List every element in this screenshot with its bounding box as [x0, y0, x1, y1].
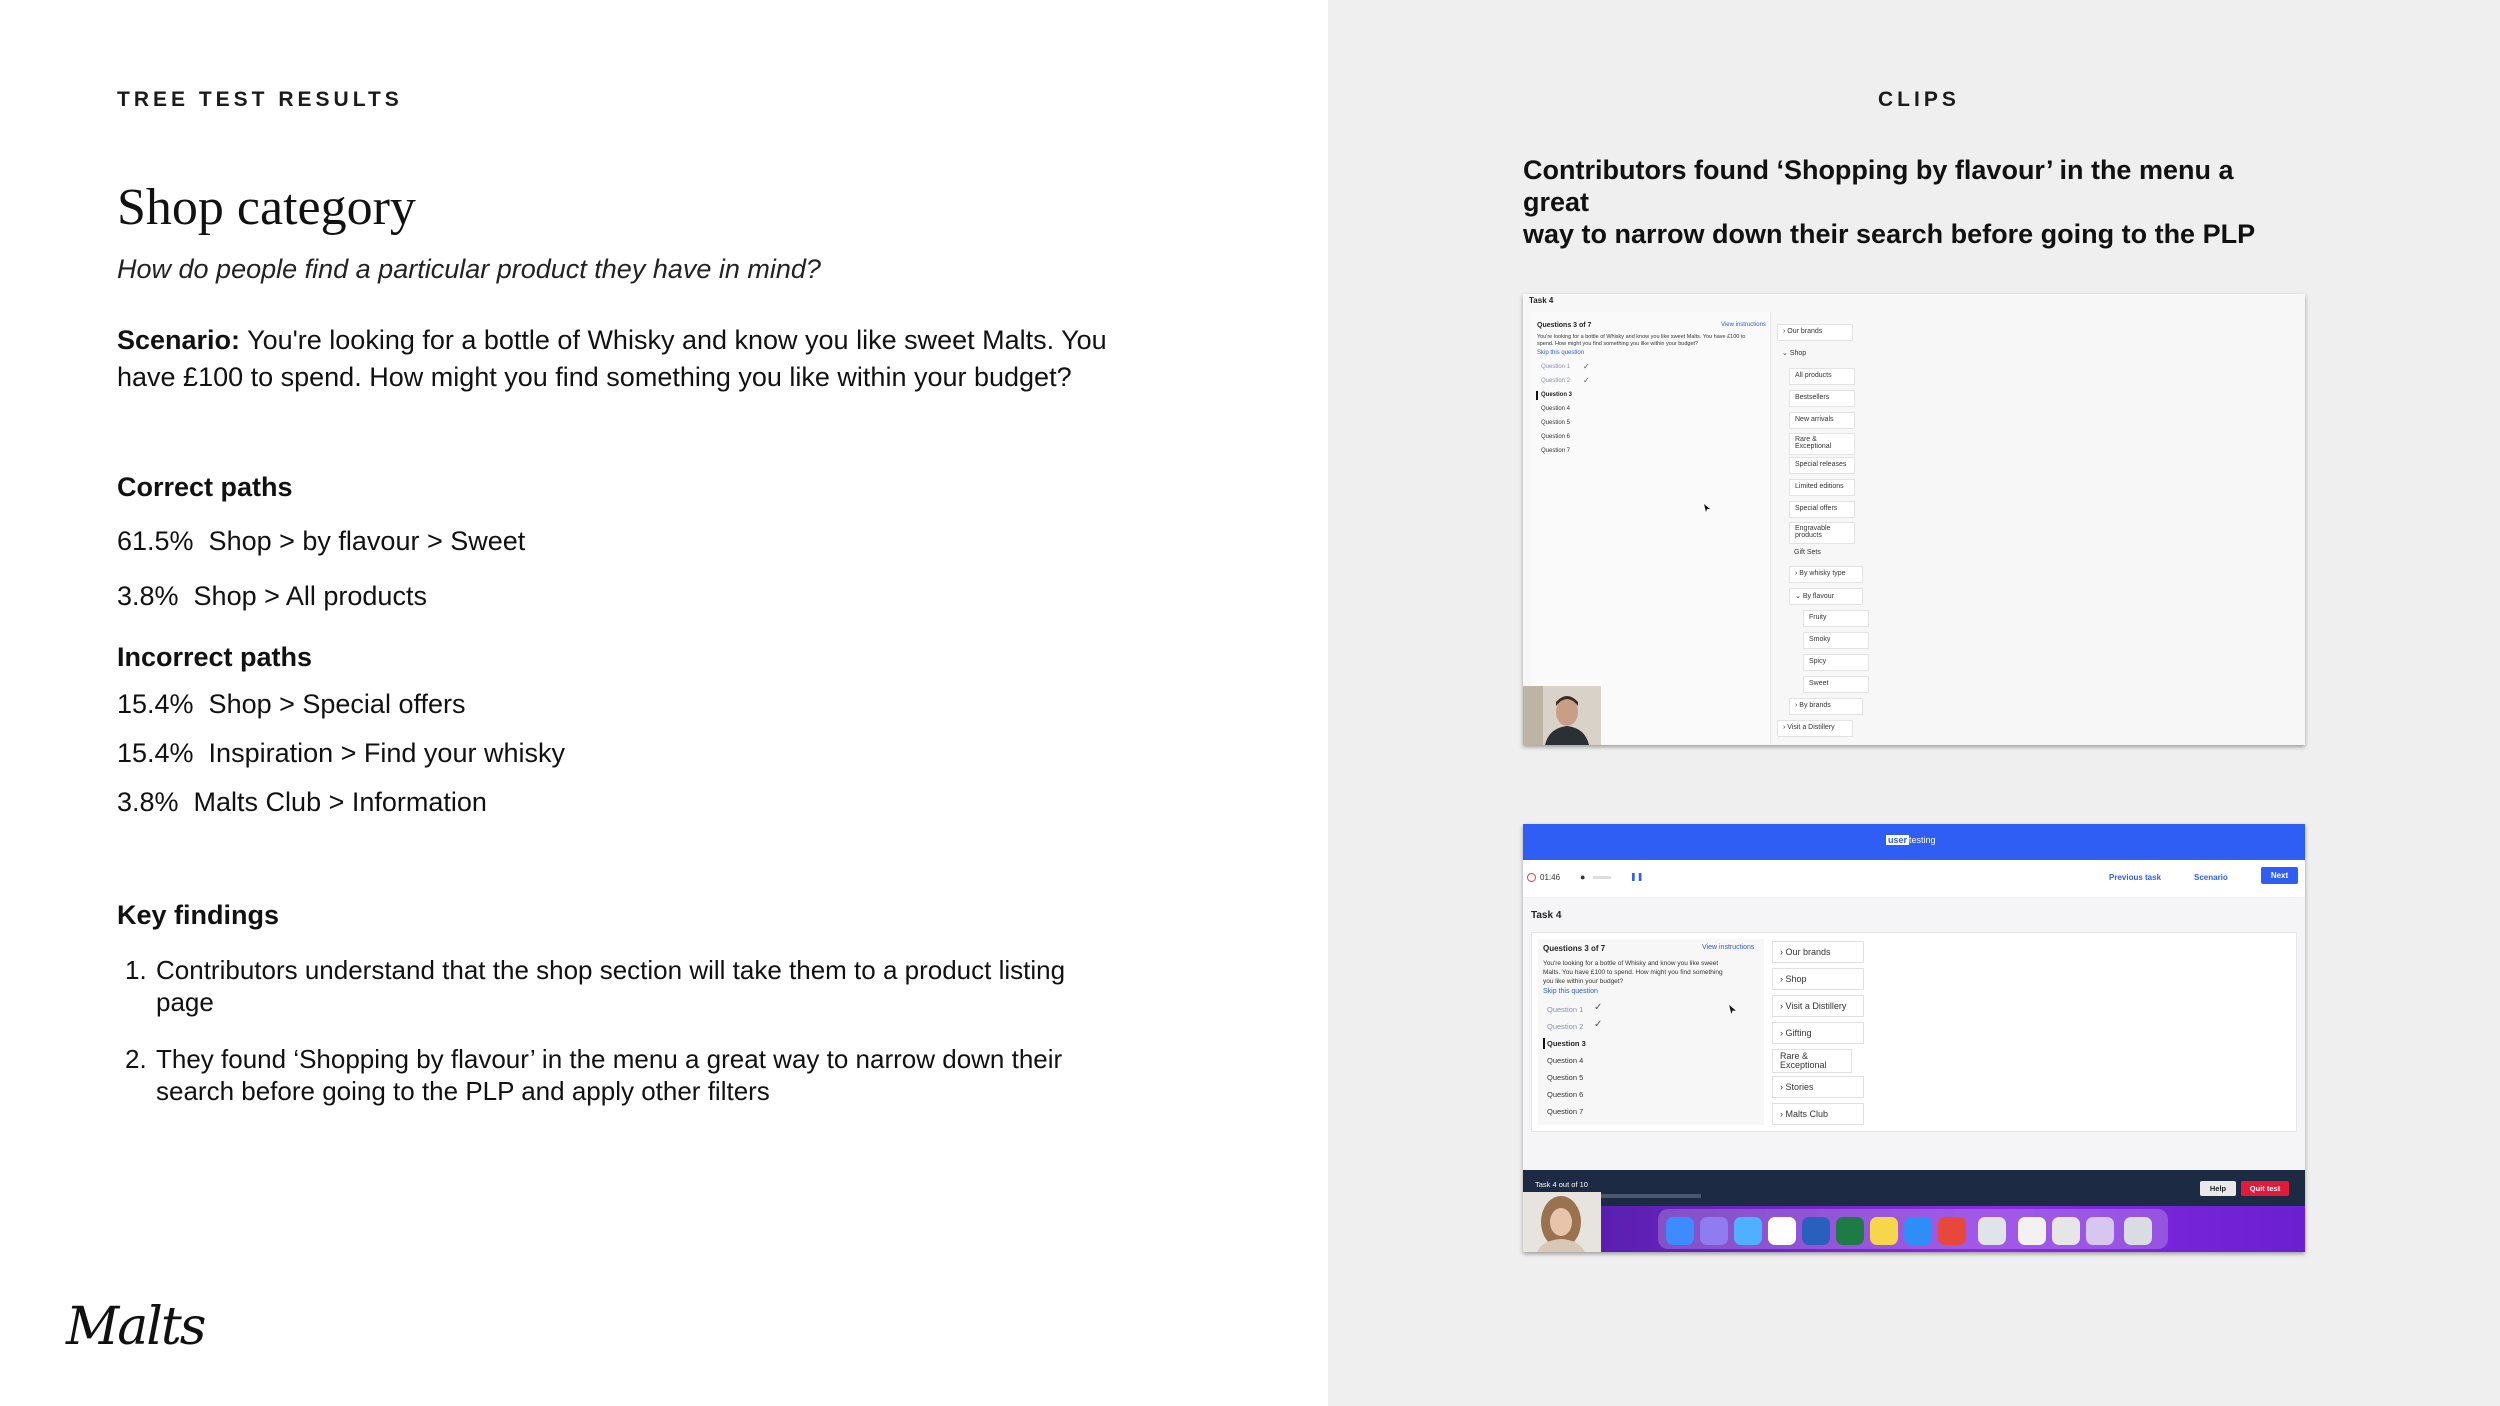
- participant-face: [1523, 686, 1601, 745]
- launchpad-icon[interactable]: [1700, 1217, 1728, 1245]
- tree-node[interactable]: Sweet: [1803, 676, 1869, 693]
- prompt-line: you like within your budget?: [1543, 978, 1624, 985]
- tree-test-card: [1531, 932, 2297, 1132]
- key-findings-list: [117, 954, 1147, 1132]
- questions-counter: Questions 3 of 7: [1537, 322, 1592, 329]
- cursor-icon: [1704, 504, 1710, 512]
- question-item[interactable]: Question 1: [1547, 1005, 1584, 1014]
- tree-node[interactable]: ⌄ Shop: [1782, 350, 1807, 357]
- check-icon: ✓: [1583, 376, 1590, 385]
- tree-node[interactable]: › Shop: [1772, 968, 1864, 990]
- tree-node[interactable]: › Malts Club: [1772, 1103, 1864, 1125]
- incorrect-path-item: 15.4% Inspiration > Find your whisky: [117, 738, 565, 768]
- question-panel: [1538, 939, 1764, 1125]
- bottom-task-bar: [1523, 1170, 2305, 1206]
- tree-node[interactable]: › By whisky type: [1789, 566, 1863, 583]
- current-question-marker: [1543, 1038, 1545, 1049]
- prompt-line: Malts. You have £100 to spend. How might you find something: [1543, 969, 1723, 976]
- clips-label: CLIPS: [1878, 88, 1960, 111]
- check-icon: ✓: [1594, 1019, 1603, 1030]
- finding-line: page: [156, 987, 214, 1017]
- window-thumbnail-icon[interactable]: [2086, 1217, 2114, 1245]
- usertesting-logo: user testing: [1888, 835, 1936, 845]
- trash-icon[interactable]: [2124, 1217, 2152, 1245]
- word-icon[interactable]: [1802, 1217, 1830, 1245]
- tree-node[interactable]: › Visit a Distillery: [1777, 720, 1853, 737]
- mail-icon[interactable]: [1734, 1217, 1762, 1245]
- clip-caption-line: way to narrow down their search before going to the PLP: [1523, 219, 2256, 249]
- finding-item: [117, 1043, 1147, 1107]
- correct-paths-heading: Correct paths: [117, 472, 293, 502]
- finding-number: 1.: [125, 955, 147, 985]
- cursor-icon: [1729, 1005, 1736, 1014]
- skip-question-link[interactable]: Skip this question: [1537, 350, 1585, 356]
- tree-node[interactable]: › Our brands: [1772, 941, 1864, 963]
- prompt-line: You're looking for a bottle of Whisky and know you like sweet Malts. You have £100 to: [1537, 334, 1746, 340]
- tree-node[interactable]: Special releases: [1789, 457, 1855, 474]
- scenario-line-2: have £100 to spend. How might you find something you like within your budget?: [117, 362, 1072, 392]
- next-button[interactable]: Next: [2261, 867, 2298, 884]
- chrome-icon[interactable]: [1938, 1217, 1966, 1245]
- pause-icon[interactable]: ❚❚: [1630, 872, 1644, 881]
- tree-node[interactable]: All products: [1789, 368, 1855, 385]
- previous-task-button[interactable]: Previous task: [2109, 873, 2162, 882]
- section-label: TREE TEST RESULTS: [117, 88, 403, 111]
- tree-node[interactable]: Engravable products: [1789, 522, 1855, 544]
- question-item[interactable]: Question 3: [1541, 392, 1573, 398]
- view-instructions-link[interactable]: View instructions: [1702, 944, 1755, 951]
- question-item[interactable]: Question 5: [1547, 1073, 1584, 1082]
- tree-node[interactable]: › Gifting: [1772, 1022, 1864, 1044]
- finding-line: search before going to the PLP and apply other filters: [156, 1076, 770, 1106]
- preview-icon[interactable]: [1978, 1217, 2006, 1245]
- participant-face: [1523, 1192, 1601, 1252]
- incorrect-paths-heading: Incorrect paths: [117, 642, 313, 672]
- scenario-label: Scenario:: [117, 325, 241, 355]
- page-title: Shop category: [117, 179, 416, 236]
- clip-video-1[interactable]: [1523, 294, 2305, 745]
- mic-level-bar: [1593, 876, 1611, 879]
- tree-node[interactable]: Rare & Exceptional: [1772, 1049, 1852, 1073]
- clip-caption-line: Contributors found ‘Shopping by flavour’ in the menu a great: [1523, 155, 2234, 217]
- notes-icon[interactable]: [1870, 1217, 1898, 1245]
- check-icon: ✓: [1583, 362, 1590, 371]
- check-icon: ✓: [1594, 1002, 1603, 1013]
- task-prompt: [1537, 334, 1767, 348]
- tree-node[interactable]: Rare & Exceptional: [1789, 433, 1855, 455]
- help-button[interactable]: Help: [2200, 1181, 2236, 1196]
- scenario-line-1: You're looking for a bottle of Whisky and know you like sweet Malts. You: [247, 325, 1107, 355]
- finding-line: Contributors understand that the shop section will take them to a product listing: [156, 955, 1066, 985]
- question-item[interactable]: Question 5: [1541, 420, 1571, 426]
- window-thumbnail-icon[interactable]: [2018, 1217, 2046, 1245]
- tree-node[interactable]: › Visit a Distillery: [1772, 995, 1864, 1017]
- tree-node[interactable]: Fruity: [1803, 610, 1869, 627]
- tree-node[interactable]: ⌄ By flavour: [1789, 588, 1863, 605]
- question-item[interactable]: Question 1: [1541, 364, 1571, 370]
- usertesting-header: [1523, 824, 2305, 860]
- question-item[interactable]: Question 4: [1547, 1056, 1584, 1065]
- scenario-button[interactable]: Scenario: [2194, 873, 2228, 882]
- questions-counter: Questions 3 of 7: [1543, 944, 1606, 953]
- dock: [1658, 1209, 2168, 1249]
- tree-node[interactable]: Bestsellers: [1789, 390, 1855, 407]
- finding-item: [117, 954, 1147, 1018]
- question-item[interactable]: Question 4: [1541, 406, 1571, 412]
- right-panel: [1328, 0, 2500, 1406]
- question-item[interactable]: Question 7: [1541, 448, 1571, 454]
- scenario-text: [117, 322, 1137, 396]
- timer: 01:46: [1540, 873, 1561, 882]
- prompt-line: spend. How might you find something you like within your budget?: [1537, 341, 1699, 347]
- key-findings-heading: Key findings: [117, 900, 280, 930]
- question-item[interactable]: Question 2: [1541, 378, 1571, 384]
- window-thumbnail-icon[interactable]: [2052, 1217, 2080, 1245]
- prompt-line: You're looking for a bottle of Whisky and know you like sweet: [1543, 960, 1719, 967]
- view-instructions-link[interactable]: View instructions: [1721, 322, 1766, 328]
- question-item[interactable]: Question 6: [1541, 434, 1571, 440]
- task-toolbar: [1523, 860, 2305, 898]
- safari-icon[interactable]: [1904, 1217, 1932, 1245]
- participant-webcam: [1523, 686, 1601, 745]
- research-question: How do people find a particular product they have in mind?: [117, 254, 821, 284]
- slack-icon[interactable]: [1768, 1217, 1796, 1245]
- participant-webcam: [1523, 1192, 1601, 1252]
- tree-node[interactable]: Spicy: [1803, 654, 1869, 671]
- finder-icon[interactable]: [1666, 1217, 1694, 1245]
- logo-wordmark: Malts: [66, 1297, 205, 1357]
- task-label: Task 4: [1529, 296, 1554, 305]
- tree-node[interactable]: › Our brands: [1777, 324, 1853, 341]
- question-item[interactable]: Question 3: [1547, 1039, 1586, 1048]
- correct-path-item: 3.8% Shop > All products: [117, 581, 427, 611]
- microphone-icon: ●: [1580, 872, 1586, 882]
- clip-caption: [1523, 154, 2283, 250]
- task-progress: Task 4 out of 10: [1535, 1180, 1588, 1189]
- question-item[interactable]: Question 7: [1547, 1107, 1584, 1116]
- skip-question-link[interactable]: Skip this question: [1543, 988, 1598, 995]
- tree-node[interactable]: New arrivals: [1789, 412, 1855, 429]
- tree-node[interactable]: Limited editions: [1789, 479, 1855, 496]
- excel-icon[interactable]: [1836, 1217, 1864, 1245]
- finding-number: 2.: [125, 1044, 147, 1074]
- tree-node[interactable]: › By brands: [1789, 698, 1863, 715]
- record-icon: [1527, 873, 1536, 882]
- task-prompt: [1543, 959, 1763, 986]
- incorrect-path-item: 3.8% Malts Club > Information: [117, 787, 487, 817]
- malts-logo: [62, 1296, 252, 1360]
- clip-video-2[interactable]: [1523, 824, 2305, 1252]
- question-item[interactable]: Question 6: [1547, 1090, 1584, 1099]
- tree-node[interactable]: › Stories: [1772, 1076, 1864, 1098]
- incorrect-path-item: 15.4% Shop > Special offers: [117, 689, 466, 719]
- tree-node[interactable]: Smoky: [1803, 632, 1869, 649]
- quit-test-button[interactable]: Quit test: [2241, 1181, 2289, 1196]
- current-question-marker: [1536, 391, 1538, 400]
- question-panel: [1531, 312, 1771, 744]
- desktop-dock-area: [1601, 1206, 2305, 1252]
- question-item[interactable]: Question 2: [1547, 1022, 1584, 1031]
- tree-node[interactable]: Special offers: [1789, 501, 1855, 518]
- tree-node[interactable]: Gift Sets: [1794, 549, 1821, 556]
- finding-line: They found ‘Shopping by flavour’ in the menu a great way to narrow down their: [156, 1044, 1063, 1074]
- task-label: Task 4: [1531, 910, 1562, 921]
- correct-path-item: 61.5% Shop > by flavour > Sweet: [117, 526, 526, 556]
